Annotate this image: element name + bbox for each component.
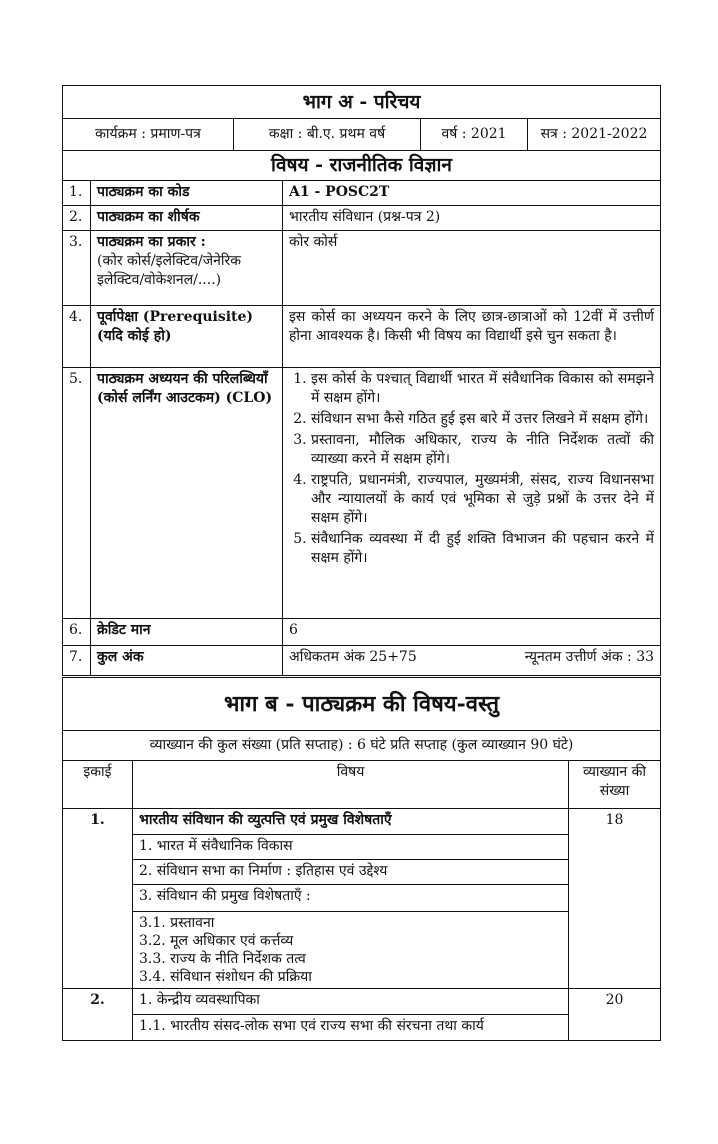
row-number: 2.: [63, 206, 91, 231]
topic-item: 2. संविधान सभा का निर्माण : इतिहास एवं उद्देश्य: [133, 860, 569, 885]
lecture-count: 18: [569, 809, 661, 989]
table-row: [63, 206, 661, 231]
table-row: [63, 619, 661, 646]
header-topic: विषय: [133, 761, 569, 809]
part-a-table: [62, 85, 661, 676]
class: कक्षा : बी.ए. प्रथम वर्ष: [234, 119, 421, 151]
outcome-item: 5. संवैधानिक व्यवस्था में दी हुई शक्ति विभाजन की पहचान करने में सक्षम होंगे।: [311, 530, 654, 568]
row-number: 3.: [63, 231, 91, 306]
outcomes: [283, 368, 661, 619]
prerequisite: इस कोर्स का अध्ययन करने के लिए छात्र-छात्राओं को 12वीं में उत्तीर्ण होना आवश्यक है। किसी भी विषय का विद्यार्थी इसे चुन सकता है।: [283, 306, 661, 368]
credit-value: 6: [283, 619, 661, 646]
unit-title: 1. केन्द्रीय व्यवस्थापिका: [133, 989, 569, 1015]
row-number: 4.: [63, 306, 91, 368]
topic-item: 3. संविधान की प्रमुख विशेषताएँ :: [133, 885, 569, 912]
row-number: 7.: [63, 646, 91, 676]
row-label: पाठ्यक्रम अध्ययन की परिलब्धियाँ (कोर्स लर्निंग आउटकम) (CLO): [91, 368, 283, 619]
subtopic-item: 3.4. संविधान संशोधन की प्रक्रिया: [139, 969, 312, 985]
header-lectures: व्याख्यान की संख्या: [569, 761, 661, 809]
part-b-title: भाग ब - पाठ्यक्रम की विषय-वस्तु: [63, 678, 661, 731]
label-main: पाठ्यक्रम का प्रकार :: [97, 234, 206, 250]
row-label: [91, 306, 283, 368]
topic-item: 1. भारत में संवैधानिक विकास: [133, 835, 569, 860]
topic-item: 1.1. भारतीय संसद-लोक सभा एवं राज्य सभा की संरचना तथा कार्य: [133, 1015, 569, 1041]
row-number: 6.: [63, 619, 91, 646]
course-code: A1 - POSC2T: [283, 181, 661, 206]
outcome-item: 2. संविधान सभा कैसे गठित हुई इस बारे में उत्तर लिखने में सक्षम होंगे।: [311, 410, 654, 429]
row-label: क्रेडिट मान: [91, 619, 283, 646]
year: वर्ष : 2021: [421, 119, 528, 151]
table-row: [63, 181, 661, 206]
row-number: 1.: [63, 181, 91, 206]
label-main: पूर्वापेक्षा (Prerequisite): [97, 309, 254, 325]
row-number: 5.: [63, 368, 91, 619]
course-title: भारतीय संविधान (प्रश्न-पत्र 2): [283, 206, 661, 231]
label-sub: (कोर कोर्स/इलेक्टिव/जेनेरिक इलेक्टिव/वोकेशनल/....): [97, 253, 242, 288]
unit-number: 2.: [63, 989, 133, 1041]
unit-title: भारतीय संविधान की व्युत्पत्ति एवं प्रमुख विशेषताएँ: [133, 809, 569, 835]
unit-number: 1.: [63, 809, 133, 989]
subtopic-item: 3.3. राज्य के नीति निर्देशक तत्व: [139, 951, 306, 967]
part-b-table: [62, 677, 661, 1041]
outcome-item: 3. प्रस्तावना, मौलिक अधिकार, राज्य के नीति निर्देशक तत्वों की व्याख्या करने में सक्षम होंगे।: [311, 431, 654, 469]
row-label: पाठ्यक्रम का कोड: [91, 181, 283, 206]
row-label: [91, 231, 283, 306]
max-marks: अधिकतम अंक 25+75: [289, 649, 417, 665]
label-sub: (यदि कोई हो): [97, 328, 172, 344]
table-row: [63, 306, 661, 368]
table-row: [63, 368, 661, 619]
lectures-info: व्याख्यान की कुल संख्या (प्रति सप्ताह) : 6 घंटे प्रति सप्ताह (कुल व्याख्यान 90 घंटे): [63, 731, 661, 761]
row-label: पाठ्यक्रम का शीर्षक: [91, 206, 283, 231]
part-a-title: भाग अ - परिचय: [63, 86, 661, 119]
program: कार्यक्रम : प्रमाण-पत्र: [63, 119, 234, 151]
outcome-item: 4. राष्ट्रपति, प्रधानमंत्री, राज्यपाल, मुख्यमंत्री, संसद, राज्य विधानसभा और न्यायालयों के कार्य एवं भूमिका से जुड़े प्रश्नों के उत्तर देने में सक्षम होंगे।: [311, 471, 654, 528]
total-marks: [283, 646, 661, 676]
course-type: कोर कोर्स: [283, 231, 661, 306]
session: सत्र : 2021-2022: [528, 119, 661, 151]
outcome-item: 1. इस कोर्स के पश्चात् विद्यार्थी भारत में संवैधानिक विकास को समझने में सक्षम होंगे।: [311, 370, 654, 408]
table-row: [63, 231, 661, 306]
min-pass-marks: न्यूनतम उत्तीर्ण अंक : 33: [524, 649, 655, 665]
table-row: [63, 646, 661, 676]
lecture-count: 20: [569, 989, 661, 1041]
subtopic-item: 3.1. प्रस्तावना: [139, 915, 215, 931]
subtopic-list: [133, 912, 569, 989]
header-unit: इकाई: [63, 761, 133, 809]
subject-title: विषय - राजनीतिक विज्ञान: [63, 151, 661, 181]
subtopic-item: 3.2. मूल अधिकार एवं कर्त्तव्य: [139, 933, 294, 949]
row-label: कुल अंक: [91, 646, 283, 676]
